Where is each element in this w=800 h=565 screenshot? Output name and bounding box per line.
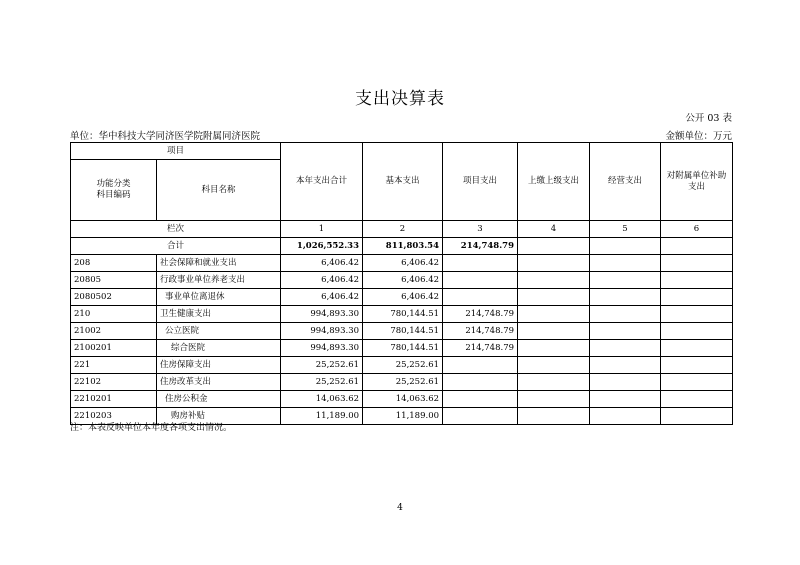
row-code: 2210203 [71, 408, 157, 425]
row-code: 2080502 [71, 289, 157, 306]
header-col-total: 本年支出合计 [281, 143, 363, 221]
row-subsidy [661, 289, 733, 306]
row-basic: 25,252.61 [363, 374, 443, 391]
total-label: 合计 [71, 238, 281, 255]
row-total: 25,252.61 [281, 357, 363, 374]
header-col-basic: 基本支出 [363, 143, 443, 221]
row-name: 购房补贴 [157, 408, 281, 425]
row-basic: 780,144.51 [363, 323, 443, 340]
table-note: 注：本表反映单位本年度各项支出情况。 [70, 423, 233, 433]
row-basic: 6,406.42 [363, 255, 443, 272]
row-total: 6,406.42 [281, 289, 363, 306]
row-name: 住房改革支出 [157, 374, 281, 391]
header-col-operating: 经营支出 [590, 143, 661, 221]
row-code: 2100201 [71, 340, 157, 357]
total-amount: 1,026,552.33 [281, 238, 363, 255]
row-project [443, 357, 518, 374]
row-total: 6,406.42 [281, 255, 363, 272]
row-code: 20805 [71, 272, 157, 289]
row-code: 21002 [71, 323, 157, 340]
page-title: 支出决算表 [355, 89, 445, 109]
row-name: 住房保障支出 [157, 357, 281, 374]
seq-cell: 1 [281, 221, 363, 238]
row-superior [518, 408, 590, 425]
row-operating [590, 323, 661, 340]
row-code: 22102 [71, 374, 157, 391]
row-total: 994,893.30 [281, 323, 363, 340]
row-subsidy [661, 306, 733, 323]
row-basic: 25,252.61 [363, 357, 443, 374]
row-name: 卫生健康支出 [157, 306, 281, 323]
row-subsidy [661, 408, 733, 425]
money-unit-label: 金额单位：万元 [665, 131, 732, 142]
total-subsidy [661, 238, 733, 255]
table-row [71, 272, 733, 289]
row-operating [590, 357, 661, 374]
row-total: 25,252.61 [281, 374, 363, 391]
table-row [71, 289, 733, 306]
row-project [443, 374, 518, 391]
row-basic: 780,144.51 [363, 340, 443, 357]
row-subsidy [661, 374, 733, 391]
row-name: 公立医院 [157, 323, 281, 340]
row-total: 14,063.62 [281, 391, 363, 408]
seq-row [71, 221, 733, 238]
row-total: 11,189.00 [281, 408, 363, 425]
row-code: 2210201 [71, 391, 157, 408]
row-operating [590, 255, 661, 272]
header-item: 项目 [71, 143, 281, 160]
row-operating [590, 374, 661, 391]
row-superior [518, 340, 590, 357]
row-superior [518, 323, 590, 340]
row-operating [590, 391, 661, 408]
row-basic: 6,406.42 [363, 289, 443, 306]
header-col-superior: 上缴上级支出 [518, 143, 590, 221]
page-number: 4 [397, 503, 403, 513]
row-project: 214,748.79 [443, 323, 518, 340]
total-row [71, 238, 733, 255]
row-code: 221 [71, 357, 157, 374]
row-project [443, 289, 518, 306]
table-row [71, 255, 733, 272]
row-operating [590, 272, 661, 289]
total-operating [590, 238, 661, 255]
row-superior [518, 255, 590, 272]
row-project [443, 408, 518, 425]
row-subsidy [661, 391, 733, 408]
header-col-subsidy: 对附属单位补助 支出 [661, 143, 733, 221]
seq-cell: 4 [518, 221, 590, 238]
row-subsidy [661, 323, 733, 340]
row-superior [518, 391, 590, 408]
row-basic: 14,063.62 [363, 391, 443, 408]
row-code: 210 [71, 306, 157, 323]
row-total: 994,893.30 [281, 340, 363, 357]
row-operating [590, 408, 661, 425]
seq-cell: 3 [443, 221, 518, 238]
seq-label: 栏次 [71, 221, 281, 238]
row-basic: 11,189.00 [363, 408, 443, 425]
row-superior [518, 374, 590, 391]
row-superior [518, 272, 590, 289]
total-basic: 811,803.54 [363, 238, 443, 255]
row-name: 社会保障和就业支出 [157, 255, 281, 272]
total-project: 214,748.79 [443, 238, 518, 255]
row-name: 行政事业单位养老支出 [157, 272, 281, 289]
row-total: 6,406.42 [281, 272, 363, 289]
row-name: 综合医院 [157, 340, 281, 357]
table-row [71, 306, 733, 323]
header-subject-name: 科目名称 [157, 160, 281, 221]
row-name: 事业单位离退休 [157, 289, 281, 306]
unit-label: 单位：华中科技大学同济医学院附属同济医院 [70, 131, 261, 142]
row-superior [518, 306, 590, 323]
row-subsidy [661, 357, 733, 374]
table-row [71, 374, 733, 391]
row-project [443, 272, 518, 289]
row-project: 214,748.79 [443, 306, 518, 323]
table-row [71, 357, 733, 374]
row-superior [518, 357, 590, 374]
row-name: 住房公积金 [157, 391, 281, 408]
form-number: 公开 03 表 [685, 113, 732, 124]
seq-cell: 2 [363, 221, 443, 238]
row-project [443, 391, 518, 408]
total-superior [518, 238, 590, 255]
row-project [443, 255, 518, 272]
expenditure-table [70, 142, 733, 425]
row-project: 214,748.79 [443, 340, 518, 357]
row-basic: 780,144.51 [363, 306, 443, 323]
row-operating [590, 306, 661, 323]
header-col-project: 项目支出 [443, 143, 518, 221]
row-code: 208 [71, 255, 157, 272]
seq-cell: 5 [590, 221, 661, 238]
header-func-code: 功能分类 科目编码 [71, 160, 157, 221]
row-total: 994,893.30 [281, 306, 363, 323]
seq-cell: 6 [661, 221, 733, 238]
row-subsidy [661, 272, 733, 289]
row-basic: 6,406.42 [363, 272, 443, 289]
row-superior [518, 289, 590, 306]
table-row [71, 340, 733, 357]
table-row [71, 323, 733, 340]
row-operating [590, 289, 661, 306]
row-subsidy [661, 255, 733, 272]
row-operating [590, 340, 661, 357]
table-row [71, 391, 733, 408]
row-subsidy [661, 340, 733, 357]
